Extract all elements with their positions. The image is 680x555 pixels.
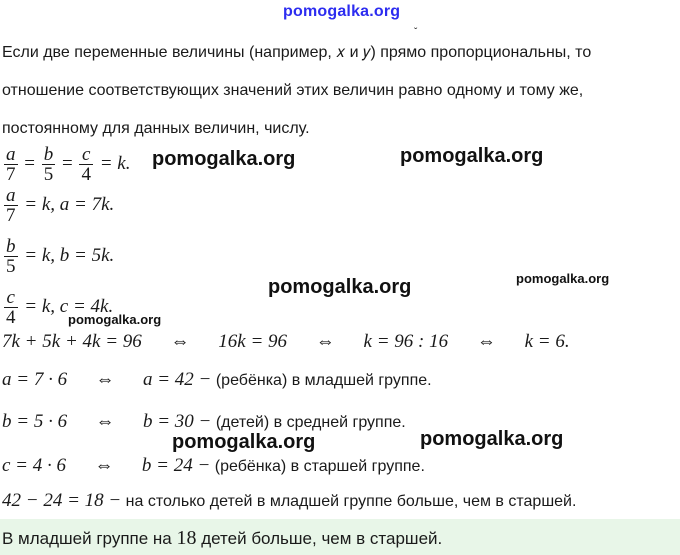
equation-tail: = k, b = 5k. [24, 244, 115, 266]
result-text: (детей) в средней группе. [215, 414, 406, 431]
result-text: (ребёнка) в младшей группе. [215, 372, 432, 389]
sum-part-1: 7k + 5k + 4k = 96 [2, 331, 142, 352]
math-part-1: b = 5 · 6 [2, 411, 68, 432]
sum-part-3: k = 96 : 16 [363, 331, 449, 352]
answer-post: детей больше, чем в старшей. [201, 529, 443, 548]
equivalence-arrow: ⇔ [94, 455, 114, 476]
frac-num: b [6, 236, 16, 257]
equivalence-arrow: ⇔ [315, 331, 335, 352]
equivalence-arrow: ⇔ [170, 331, 190, 352]
frac-num: c [4, 288, 18, 308]
sum-part-4: k = 6. [524, 331, 570, 352]
watermark: pomogalka.org [268, 276, 412, 298]
frac-num-b: b [43, 144, 54, 165]
frac-num-a: a [6, 144, 16, 165]
equals-sign: = [61, 152, 78, 174]
result-line-middle [2, 411, 406, 433]
answer-number: 18 [176, 527, 197, 549]
equation-ratio [2, 145, 130, 184]
math-part-2: a = 42 − [142, 369, 212, 390]
result-text: на столько детей в младшей группе больше, чем в старшей. [125, 493, 577, 510]
intro-line-2: отношение соответствующих значений этих величин равно одному и тому же, [2, 82, 584, 99]
frac-den: 4 [6, 307, 16, 328]
watermark: pomogalka.org [68, 312, 162, 327]
equation-tail: = k, c = 4k. [24, 295, 114, 317]
result-text: (ребёнка) в старшей группе. [214, 458, 425, 475]
equation-tail: = k. [99, 152, 131, 174]
frac-num: a [6, 185, 16, 206]
watermark: pomogalka.org [516, 271, 610, 286]
frac-den-5: 5 [43, 164, 54, 185]
equivalence-arrow: ⇔ [476, 331, 496, 352]
equation-a [2, 186, 114, 225]
frac-den-4: 4 [81, 164, 91, 185]
answer-text [2, 527, 442, 550]
equation-b [2, 237, 114, 276]
watermark: pomogalka.org [172, 431, 316, 453]
equation-sum [2, 331, 570, 353]
math-part-1: c = 4 · 6 [2, 455, 67, 476]
intro-line-3: постоянному для данных величин, числу. [2, 120, 310, 137]
watermark: pomogalka.org [152, 148, 296, 170]
answer-pre: В младшей группе на [2, 529, 172, 548]
equation-tail: = k, a = 7k. [24, 193, 115, 215]
result-line-senior [2, 455, 425, 477]
intro-line-1: Если две переменные величины (например, 𝑥 и 𝑦) прямо пропорциональны, то [2, 44, 592, 61]
dot-mark: ˇ [414, 27, 418, 38]
difference-line [2, 490, 576, 512]
equals-sign: = [24, 152, 40, 174]
result-line-junior [2, 369, 432, 391]
frac-num-c: c [79, 145, 93, 165]
frac-den: 7 [6, 205, 16, 226]
watermark: pomogalka.org [400, 145, 544, 167]
math-part-1: a = 7 · 6 [2, 369, 68, 390]
watermark: pomogalka.org [420, 428, 564, 450]
math-part-2: b = 24 − [141, 455, 211, 476]
frac-den: 5 [6, 256, 16, 277]
equivalence-arrow: ⇔ [95, 411, 115, 432]
frac-den-7: 7 [6, 164, 16, 185]
math-part-2: b = 30 − [142, 411, 212, 432]
math-part-1: 42 − 24 = 18 − [2, 490, 122, 511]
sum-part-2: 16k = 96 [218, 331, 288, 352]
equivalence-arrow: ⇔ [95, 369, 115, 390]
site-logo-link[interactable]: pomogalka.org [283, 3, 401, 20]
